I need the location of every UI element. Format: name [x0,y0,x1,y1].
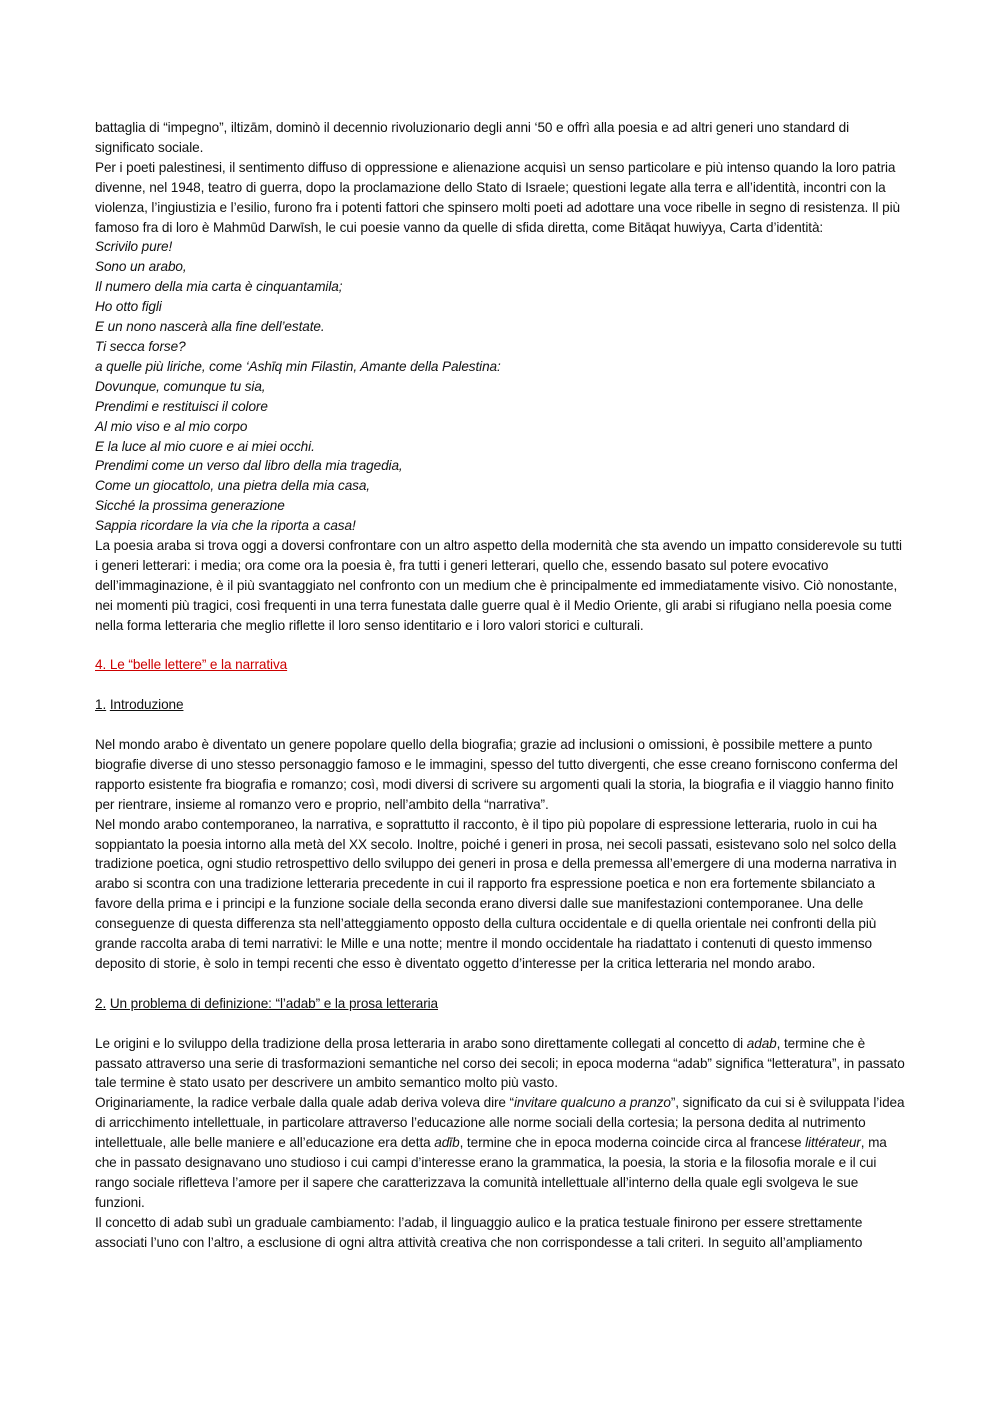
subsection-number: 1. [95,697,107,713]
poem-line: Al mio viso e al mio corpo [95,418,248,434]
paragraph: battaglia di “impegno”, iltizām, dominò il decennio rivoluzionario degli anni ‘50 e offrì alla poesia e ad altri generi uno standard di significato sociale. [95,120,849,155]
poem-line: E un nono nascerà alla fine dell’estate. [95,319,325,335]
poem-line: Prendimi come un verso dal libro della mia tragedia, [95,458,403,474]
header-mark [488,0,512,3]
paragraph: Nel mondo arabo contemporaneo, la narrativa, e soprattutto il racconto, è il tipo più popolare di espressione letteraria, ruolo in cui ha soppiantato la poesia intorno alla metà del XX secolo. Inoltre, poiché i generi in prosa, nei secoli passati, esistevano solo nel solco della tradizione poetica, ogni studio retrospettivo dello sviluppo dei generi in prosa e della premessa all’emergere di una moderna narrativa in arabo si scontra con una tradizione letteraria precedente in cui il rapporto fra espressione poetica e non era fortemente sbilanciato a favore della prima e i principi e la funzione sociale della seconda erano diversi dalle sue manifestazioni contemporanee. Una delle conseguenze di questa differenza sta nell’atteggiamento opposto della cultura occidentale e di quella orientale nei confronti della più grande raccolta araba di temi narrativi: le Mille e una notte; mentre il mondo occidentale ha riadattato i contenuti di questo immenso deposito di storie, è solo in tempi recenti che esso è diventato oggetto d’interesse per la critica letteraria nel mondo arabo. [95,816,897,972]
text-run: Le origini e lo sviluppo della tradizione della prosa letteraria in arabo sono direttamente collegati al concetto di [95,1035,747,1051]
text-run: , ma che in passato designavano uno studioso i cui campi d’interesse erano la grammatica, la poesia, la storia e la filosofia morale e il cui rango sociale rifletteva l’amore per il sapere che caratterizzava la comunità intellettuale all’interno della quale egli svolgeva le sue funzioni. [95,1135,887,1210]
poem-line: Sicché la prossima generazione [95,498,285,514]
paragraph: Per i poeti palestinesi, il sentimento diffuso di oppressione e alienazione acquisì un senso particolare e più intenso quando la loro patria divenne, nel 1948, teatro di guerra, dopo la proclamazione dello Stato di Israele; questioni legate alla terra e all’identità, incontri con la violenza, l’ingiustizia e l’esilio, furono fra i potenti fattori che spinsero molti poeti ad adottare una voce ribelle in segno di resistenza. Il più famoso fra di loro è Mahmūd Darwīsh, le cui poesie vanno da quelle di sfida diretta, come Bitāqat huwiyya, Carta d’identità: [95,159,900,235]
poem-line: Ho otto figli [95,299,162,315]
poem-line: Ti secca forse? [95,338,186,354]
paragraph [95,1093,907,1212]
spacer [95,715,907,735]
subsection-title: Introduzione [109,697,184,713]
subsection-heading [95,994,907,1014]
poem-line: Scrivilo pure! [95,239,173,255]
text-run: Originariamente, la radice verbale dalla quale adab deriva voleva dire “ [95,1095,514,1111]
poem-line: a quelle più liriche, come ‘Ashīq min Filastin, Amante della Palestina: [95,358,501,374]
subsection-number: 2. [95,995,107,1011]
poem-line: E la luce al mio cuore e ai miei occhi. [95,438,315,454]
poem-line: Sono un arabo, [95,259,187,275]
emphasis-term: invitare qualcuno a pranzo [513,1095,671,1111]
emphasis-term: adab [746,1035,777,1051]
spacer [95,974,907,994]
poem-line: Prendimi e restituisci il colore [95,398,268,414]
text-run: ”, significato da cui si è sviluppata l’idea di arricchimento intellettuale, in particolare attraverso l’educazione alle norme sociali della cortesia; la persona dedita al nutrimento intellettuale, alle belle maniere e all’educazione era detta [95,1095,905,1151]
text-run: , termine che è passato attraverso una serie di trasformazioni semantiche nel corso dei secoli; in epoca moderna “adab” significa “letteratura”, in passato tale termine è stato usato per descrivere un ambito semantico molto più vasto. [95,1035,905,1091]
poem-line: Sappia ricordare la via che la riporta a casa! [95,518,356,534]
emphasis-term: littérateur [805,1135,861,1151]
subsection-title: Un problema di definizione: “l’adab” e la prosa letteraria [109,995,439,1011]
section-heading: 4. Le “belle lettere” e la narrativa [95,657,288,673]
page-content [95,118,907,1253]
paragraph: La poesia araba si trova oggi a doversi confrontare con un altro aspetto della modernità che sta avendo un impatto considerevole su tutti i generi letterari: i media; ora come ora la poesia è, fra tutti i generi letterari, quello che, essendo basato sul potere evocativo dell’immaginazione, è il più svantaggiato nel confronto con un medium che è principalmente ed immediatamente visivo. Ciò nonostante, nei momenti più tragici, così frequenti in una terra funestata dalle guerre qual è il Medio Oriente, gli arabi si rifugiano nella poesia come nella forma letteraria che meglio riflette il loro senso identitario e i loro valori storici e culturali. [95,538,902,633]
spacer [95,675,907,695]
paragraph: Il concetto di adab subì un graduale cambiamento: l’adab, il linguaggio aulico e la pratica testuale finirono per essere strettamente associati l’uno con l’altro, a esclusione di ogni altra attività creativa che non corrispondesse a tali criteri. In seguito all’ampliamento [95,1214,863,1250]
poem-line: Il numero della mia carta è cinquantamila; [95,279,343,295]
spacer [95,1014,907,1034]
poem-line: Dovunque, comunque tu sia, [95,378,266,394]
text-run: , termine che in epoca moderna coincide circa al francese [459,1135,806,1151]
poem-line: Come un giocattolo, una pietra della mia casa, [95,478,370,494]
subsection-heading [95,695,907,715]
paragraph [95,1034,907,1094]
paragraph: Nel mondo arabo è diventato un genere popolare quello della biografia; grazie ad inclusioni o omissioni, è possibile mettere a punto biografie diverse di uno stesso personaggio famoso e le immagini, spesso del tutto divergenti, che esse creano forniscono conferma del rapporto esistente fra biografia e romanzo; così, modi diversi di scrivere su argomenti quali la storia, la biografia e il viaggio hanno finito per rientrare, insieme al romanzo vero e proprio, nell’ambito della “narrativa”. [95,737,898,812]
emphasis-term: adīb [434,1135,460,1151]
spacer [95,636,907,656]
